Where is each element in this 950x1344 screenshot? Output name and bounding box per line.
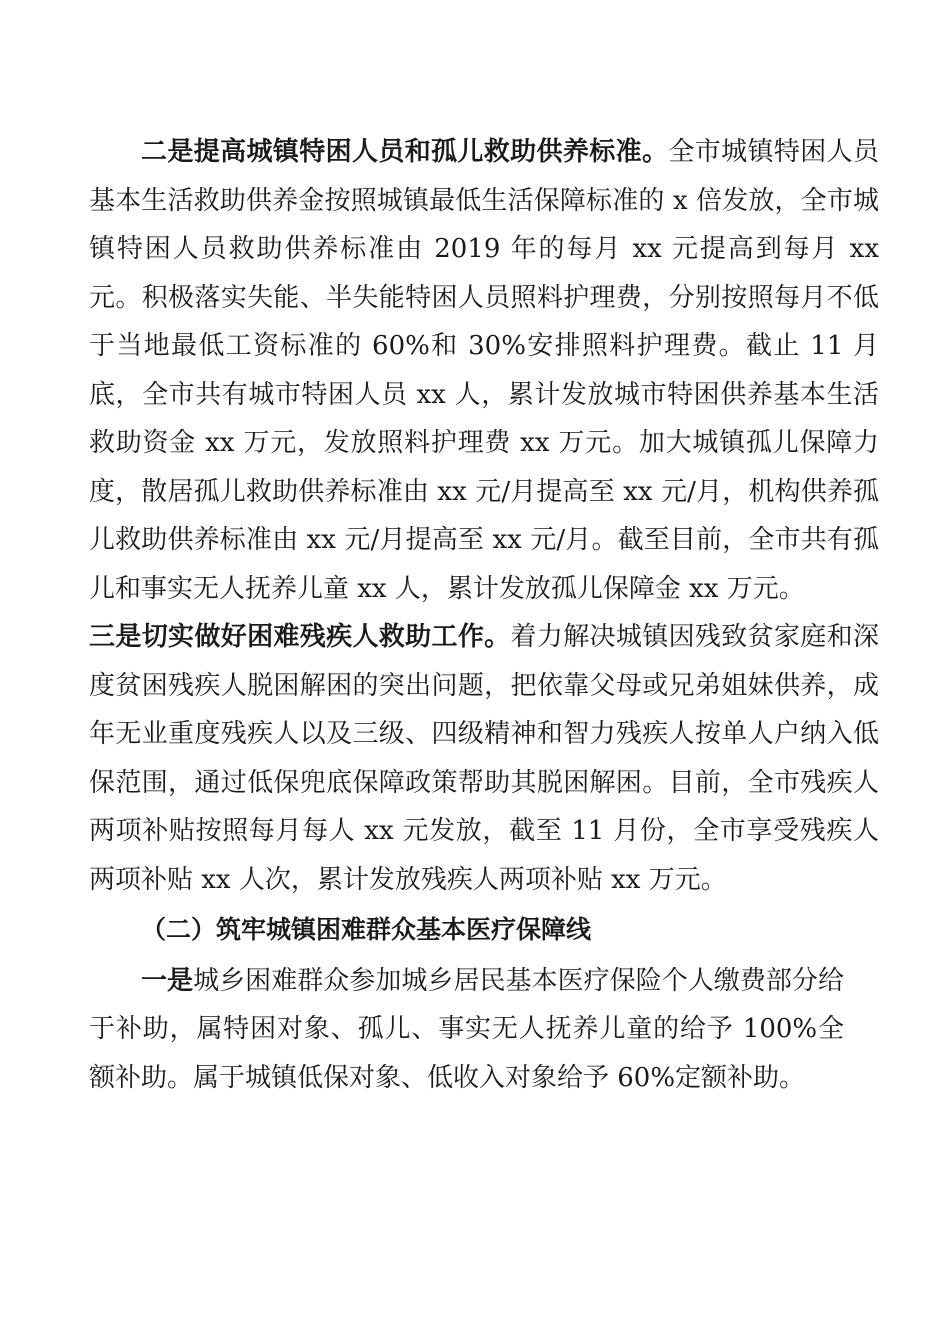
paragraph-lead: 二是提高城镇特困人员和孤儿救助供养标准。 <box>141 137 669 167</box>
section-heading: （二）筑牢城镇困难群众基本医疗保障线 <box>141 915 592 944</box>
paragraph-orphan-support <box>89 128 879 613</box>
paragraph-text: 着力解决城镇因残致贫家庭和深度贫困残疾人脱困解困的突出问题，把依靠父母或兄弟姐妹供养，成年无业重度残疾人以及三级、四级精神和智力残疾人按单人户纳入低保范围，通过低保兜底保障政策帮助其脱困解困。目前，全市残疾人两项补贴按照每月每人 xx 元发放，截至 11 月份，全市享受残疾人两项补贴 xx 人次，累计发放残疾人两项补贴 xx 万元。 <box>89 622 879 895</box>
paragraph-lead: 三是切实做好困难残疾人救助工作。 <box>89 622 511 652</box>
document-body <box>89 128 879 1102</box>
paragraph-text: 全市城镇特困人员基本生活救助供养金按照城镇最低生活保障标准的 x 倍发放，全市城镇特困人员救助供养标准由 2019 年的每月 xx 元提高到每月 xx 元。积极落实失能、半失能特困人员照料护理费，分别按照每月不低于当地最低工资标准的 60%和 30%安排照料护理费。截止 11 月底，全市共有城市特困人员 xx 人，累计发放城市特困供养基本生活救助资金 xx 万元，发放照料护理费 xx 万元。加大城镇孤儿保障力度，散居孤儿救助供养标准由 xx 元/月提高至 xx 元/月，机构供养孤儿救助供养标准由 xx 元/月提高至 xx 元/月。截至目前，全市共有孤儿和事实无人抚养儿童 xx 人，累计发放孤儿保障金 xx 万元。 <box>89 137 879 604</box>
paragraph-medical-insurance <box>89 957 844 1103</box>
paragraph-disabled-support <box>89 613 879 904</box>
paragraph-text: 城乡困难群众参加城乡居民基本医疗保险个人缴费部分给于补助，属特困对象、孤儿、事实无人抚养儿童的给予 100%全额补助。属于城镇低保对象、低收入对象给予 60%定额补助。 <box>89 965 844 1093</box>
paragraph-lead: 一是 <box>141 965 194 996</box>
